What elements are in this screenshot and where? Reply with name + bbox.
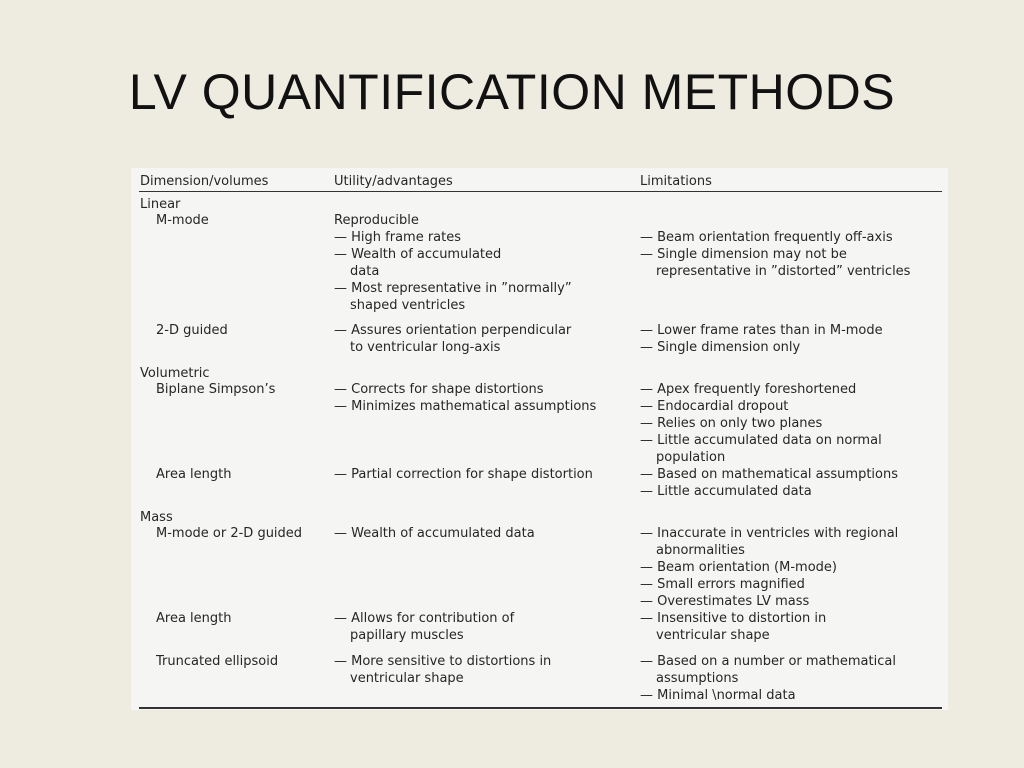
column-header-limitations: Limitations bbox=[640, 174, 712, 189]
utility-line: — Wealth of accumulated data bbox=[334, 526, 535, 541]
utility-line: ventricular shape bbox=[350, 671, 464, 686]
limitation-line: assumptions bbox=[656, 671, 739, 686]
limitation-line: — Apex frequently foreshortened bbox=[640, 382, 857, 397]
limitation-line: — Single dimension may not be bbox=[640, 247, 847, 262]
limitation-line: — Beam orientation (M-mode) bbox=[640, 560, 837, 575]
utility-line: — Allows for contribution of bbox=[334, 611, 515, 626]
utility-line: Reproducible bbox=[334, 213, 419, 228]
bottom-rule bbox=[139, 707, 942, 709]
row-label-area-length-mass: Area length bbox=[156, 611, 232, 626]
row-label-truncated-ellipsoid: Truncated ellipsoid bbox=[156, 654, 279, 669]
limitation-line: — Little accumulated data bbox=[640, 484, 812, 499]
section-heading-volumetric: Volumetric bbox=[140, 366, 210, 381]
limitation-line: — Inaccurate in ventricles with regional bbox=[640, 526, 899, 541]
limitation-line: — Relies on only two planes bbox=[640, 416, 823, 431]
row-label-m-mode-or-2d: M-mode or 2-D guided bbox=[156, 526, 303, 541]
utility-line: — More sensitive to distortions in bbox=[334, 654, 552, 669]
utility-line: — Wealth of accumulated bbox=[334, 247, 502, 262]
utility-line: — Assures orientation perpendicular bbox=[334, 323, 572, 338]
utility-line: — Corrects for shape distortions bbox=[334, 382, 544, 397]
limitation-line: — Based on mathematical assumptions bbox=[640, 467, 899, 482]
utility-line: data bbox=[350, 264, 380, 279]
limitation-line: population bbox=[656, 450, 726, 465]
limitation-line: — Little accumulated data on normal bbox=[640, 433, 882, 448]
utility-line: — Most representative in ”normally” bbox=[334, 281, 572, 296]
header-rule bbox=[139, 191, 942, 192]
utility-line: — Partial correction for shape distortion bbox=[334, 467, 593, 482]
limitation-line: — Beam orientation frequently off-axis bbox=[640, 230, 893, 245]
slide-title: LV QUANTIFICATION METHODS bbox=[128, 64, 896, 120]
limitation-line: ventricular shape bbox=[656, 628, 770, 643]
limitation-line: abnormalities bbox=[656, 543, 745, 558]
limitation-line: — Insensitive to distortion in bbox=[640, 611, 827, 626]
column-header-dimension: Dimension/volumes bbox=[140, 174, 269, 189]
limitation-line: — Based on a number or mathematical bbox=[640, 654, 896, 669]
row-label-2d-guided: 2-D guided bbox=[156, 323, 228, 338]
row-label-m-mode: M-mode bbox=[156, 213, 209, 228]
utility-line: shaped ventricles bbox=[350, 298, 466, 313]
limitation-line: — Overestimates LV mass bbox=[640, 594, 810, 609]
limitation-line: representative in ”distorted” ventricles bbox=[656, 264, 911, 279]
row-label-area-length: Area length bbox=[156, 467, 232, 482]
utility-line: to ventricular long-axis bbox=[350, 340, 501, 355]
limitation-line: — Endocardial dropout bbox=[640, 399, 789, 414]
row-label-biplane-simpsons: Biplane Simpson’s bbox=[156, 382, 276, 397]
utility-line: — High frame rates bbox=[334, 230, 462, 245]
utility-line: papillary muscles bbox=[350, 628, 464, 643]
limitation-line: — Single dimension only bbox=[640, 340, 801, 355]
limitation-line: — Lower frame rates than in M-mode bbox=[640, 323, 883, 338]
limitation-line: — Minimal \normal data bbox=[640, 688, 796, 703]
section-heading-mass: Mass bbox=[140, 510, 173, 525]
utility-line: — Minimizes mathematical assumptions bbox=[334, 399, 597, 414]
methods-table bbox=[131, 168, 948, 710]
column-header-utility: Utility/advantages bbox=[334, 174, 453, 189]
section-heading-linear: Linear bbox=[140, 197, 181, 212]
limitation-line: — Small errors magnified bbox=[640, 577, 805, 592]
